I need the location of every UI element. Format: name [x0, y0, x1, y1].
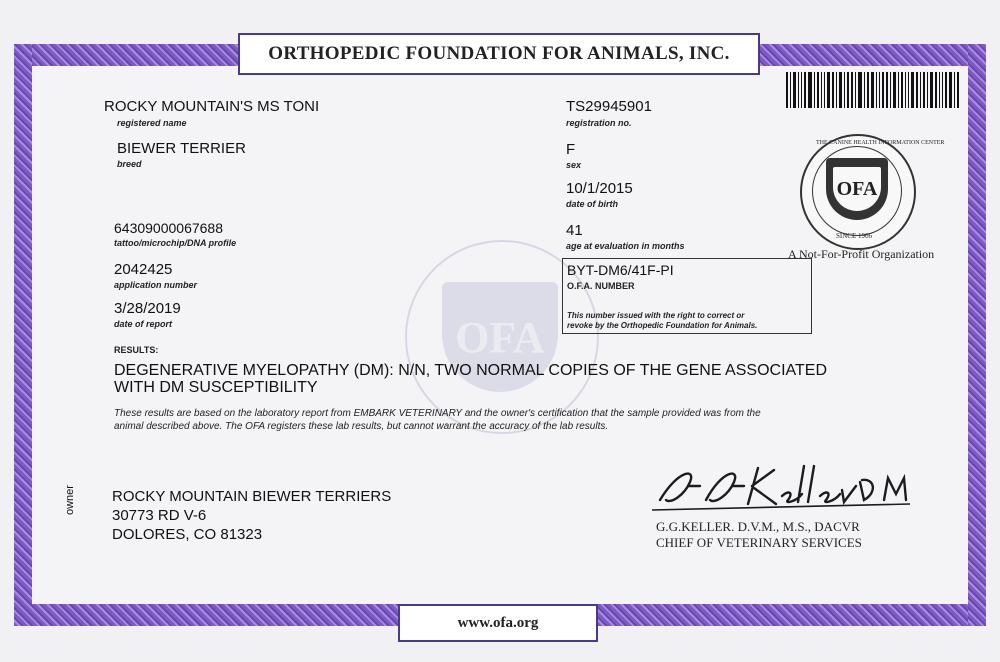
owner-address-2: DOLORES, CO 81323	[112, 526, 263, 543]
breed-label: breed	[117, 159, 142, 169]
application-number-label: application number	[114, 280, 198, 290]
owner-label: owner	[64, 485, 76, 515]
barcode-bar	[942, 72, 943, 108]
barcode-bar	[790, 72, 791, 108]
seal-ring-text: THE CANINE HEALTH INFORMATION CENTER	[816, 140, 945, 146]
barcode-bar	[844, 72, 845, 108]
barcode-bar	[923, 72, 925, 108]
barcode-bar	[827, 72, 830, 108]
signature-image	[648, 460, 916, 520]
barcode-bar	[847, 72, 849, 108]
age-value: 41	[566, 222, 583, 239]
barcode-bar	[851, 72, 853, 108]
barcode-bar	[858, 72, 862, 108]
barcode-bar	[882, 72, 884, 108]
barcode-bar	[911, 72, 914, 108]
ofa-note-line-2: revoke by the Orthopedic Foundation for Animals.	[567, 321, 758, 330]
border-right	[968, 44, 986, 626]
owner-address-1: 30773 RD V-6	[112, 507, 207, 524]
barcode-bar	[817, 72, 819, 108]
barcode-bar	[814, 72, 815, 108]
barcode-bar	[927, 72, 928, 108]
barcode-bar	[871, 72, 874, 108]
barcode-bar	[954, 72, 955, 108]
watermark-shield-icon: OFA	[442, 282, 558, 392]
date-of-report-label: date of report	[114, 319, 173, 329]
tattoo-label: tattoo/microchip/DNA profile	[114, 238, 237, 248]
date-of-report-value: 3/28/2019	[114, 300, 181, 317]
barcode-bar	[876, 72, 877, 108]
barcode-bar	[801, 72, 802, 108]
disclaimer-line-2: animal described above. The OFA registers these lab results, but cannot warrant the accuracy of the lab results.	[114, 421, 609, 432]
owner-name: ROCKY MOUNTAIN BIEWER TERRIERS	[112, 488, 392, 505]
barcode-bar	[898, 72, 899, 108]
registration-no-label: registration no.	[566, 118, 632, 128]
barcode-bar	[901, 72, 903, 108]
barcode-bar	[786, 72, 788, 108]
border-left	[14, 44, 32, 626]
disclaimer-line-1: These results are based on the laboratory report from EMBARK VETERINARY and the owner's certification that the sample provided was from the	[114, 408, 761, 419]
barcode-bar	[808, 72, 812, 108]
results-line-2: WITH DM SUSCEPTIBILITY	[114, 379, 318, 396]
barcode-bar	[916, 72, 918, 108]
barcode-bar	[920, 72, 921, 108]
registered-name-value: ROCKY MOUNTAIN'S MS TONI	[104, 98, 320, 115]
signer-title: CHIEF OF VETERINARY SERVICES	[656, 535, 862, 550]
results-line-1: DEGENERATIVE MYELOPATHY (DM): N/N, TWO NORMAL COPIES OF THE GENE ASSOCIATED	[114, 362, 827, 379]
barcode-bar	[945, 72, 947, 108]
ofa-shield-icon: OFA	[826, 158, 888, 220]
barcode-bar	[908, 72, 909, 108]
ofa-number-value: BYT-DM6/41F-PI	[567, 262, 674, 278]
sex-value: F	[566, 141, 576, 158]
ofa-seal	[800, 134, 945, 250]
date-of-birth-value: 10/1/2015	[566, 180, 633, 197]
registration-no-value: TS29945901	[566, 98, 652, 115]
barcode-bar	[890, 72, 891, 108]
barcode-bar	[839, 72, 842, 108]
barcode	[786, 72, 962, 108]
barcode-bar	[867, 72, 869, 108]
ofa-number-label: O.F.A. NUMBER	[567, 281, 635, 291]
barcode-bar	[886, 72, 888, 108]
application-number-value: 2042425	[114, 261, 173, 278]
results-label: RESULTS:	[114, 345, 159, 355]
barcode-bar	[798, 72, 799, 108]
barcode-bar	[804, 72, 806, 108]
breed-value: BIEWER TERRIER	[117, 140, 246, 157]
barcode-bar	[930, 72, 933, 108]
barcode-bar	[821, 72, 822, 108]
barcode-bar	[949, 72, 952, 108]
barcode-bar	[832, 72, 834, 108]
ofa-note-line-1: This number issued with the right to correct or	[567, 311, 745, 320]
barcode-bar	[864, 72, 865, 108]
barcode-bar	[879, 72, 880, 108]
certificate-title: ORTHOPEDIC FOUNDATION FOR ANIMALS, INC.	[238, 33, 760, 75]
barcode-bar	[793, 72, 796, 108]
barcode-bar	[893, 72, 896, 108]
barcode-bar	[939, 72, 940, 108]
seal-since: SINCE 1966	[836, 232, 872, 240]
barcode-bar	[935, 72, 937, 108]
barcode-bar	[824, 72, 825, 108]
sex-label: sex	[566, 160, 582, 170]
signer-credentials: G.G.KELLER. D.V.M., M.S., DACVR	[656, 519, 860, 534]
barcode-bar	[957, 72, 959, 108]
barcode-bar	[836, 72, 837, 108]
date-of-birth-label: date of birth	[566, 199, 618, 209]
tattoo-value: 64309000067688	[114, 220, 224, 236]
registered-name-label: registered name	[117, 118, 187, 128]
age-label: age at evaluation in months	[566, 241, 685, 251]
barcode-bar	[855, 72, 856, 108]
barcode-bar	[905, 72, 906, 108]
footer-url: www.ofa.org	[398, 604, 598, 642]
not-for-profit-tagline: A Not-For-Profit Organization	[788, 247, 935, 261]
